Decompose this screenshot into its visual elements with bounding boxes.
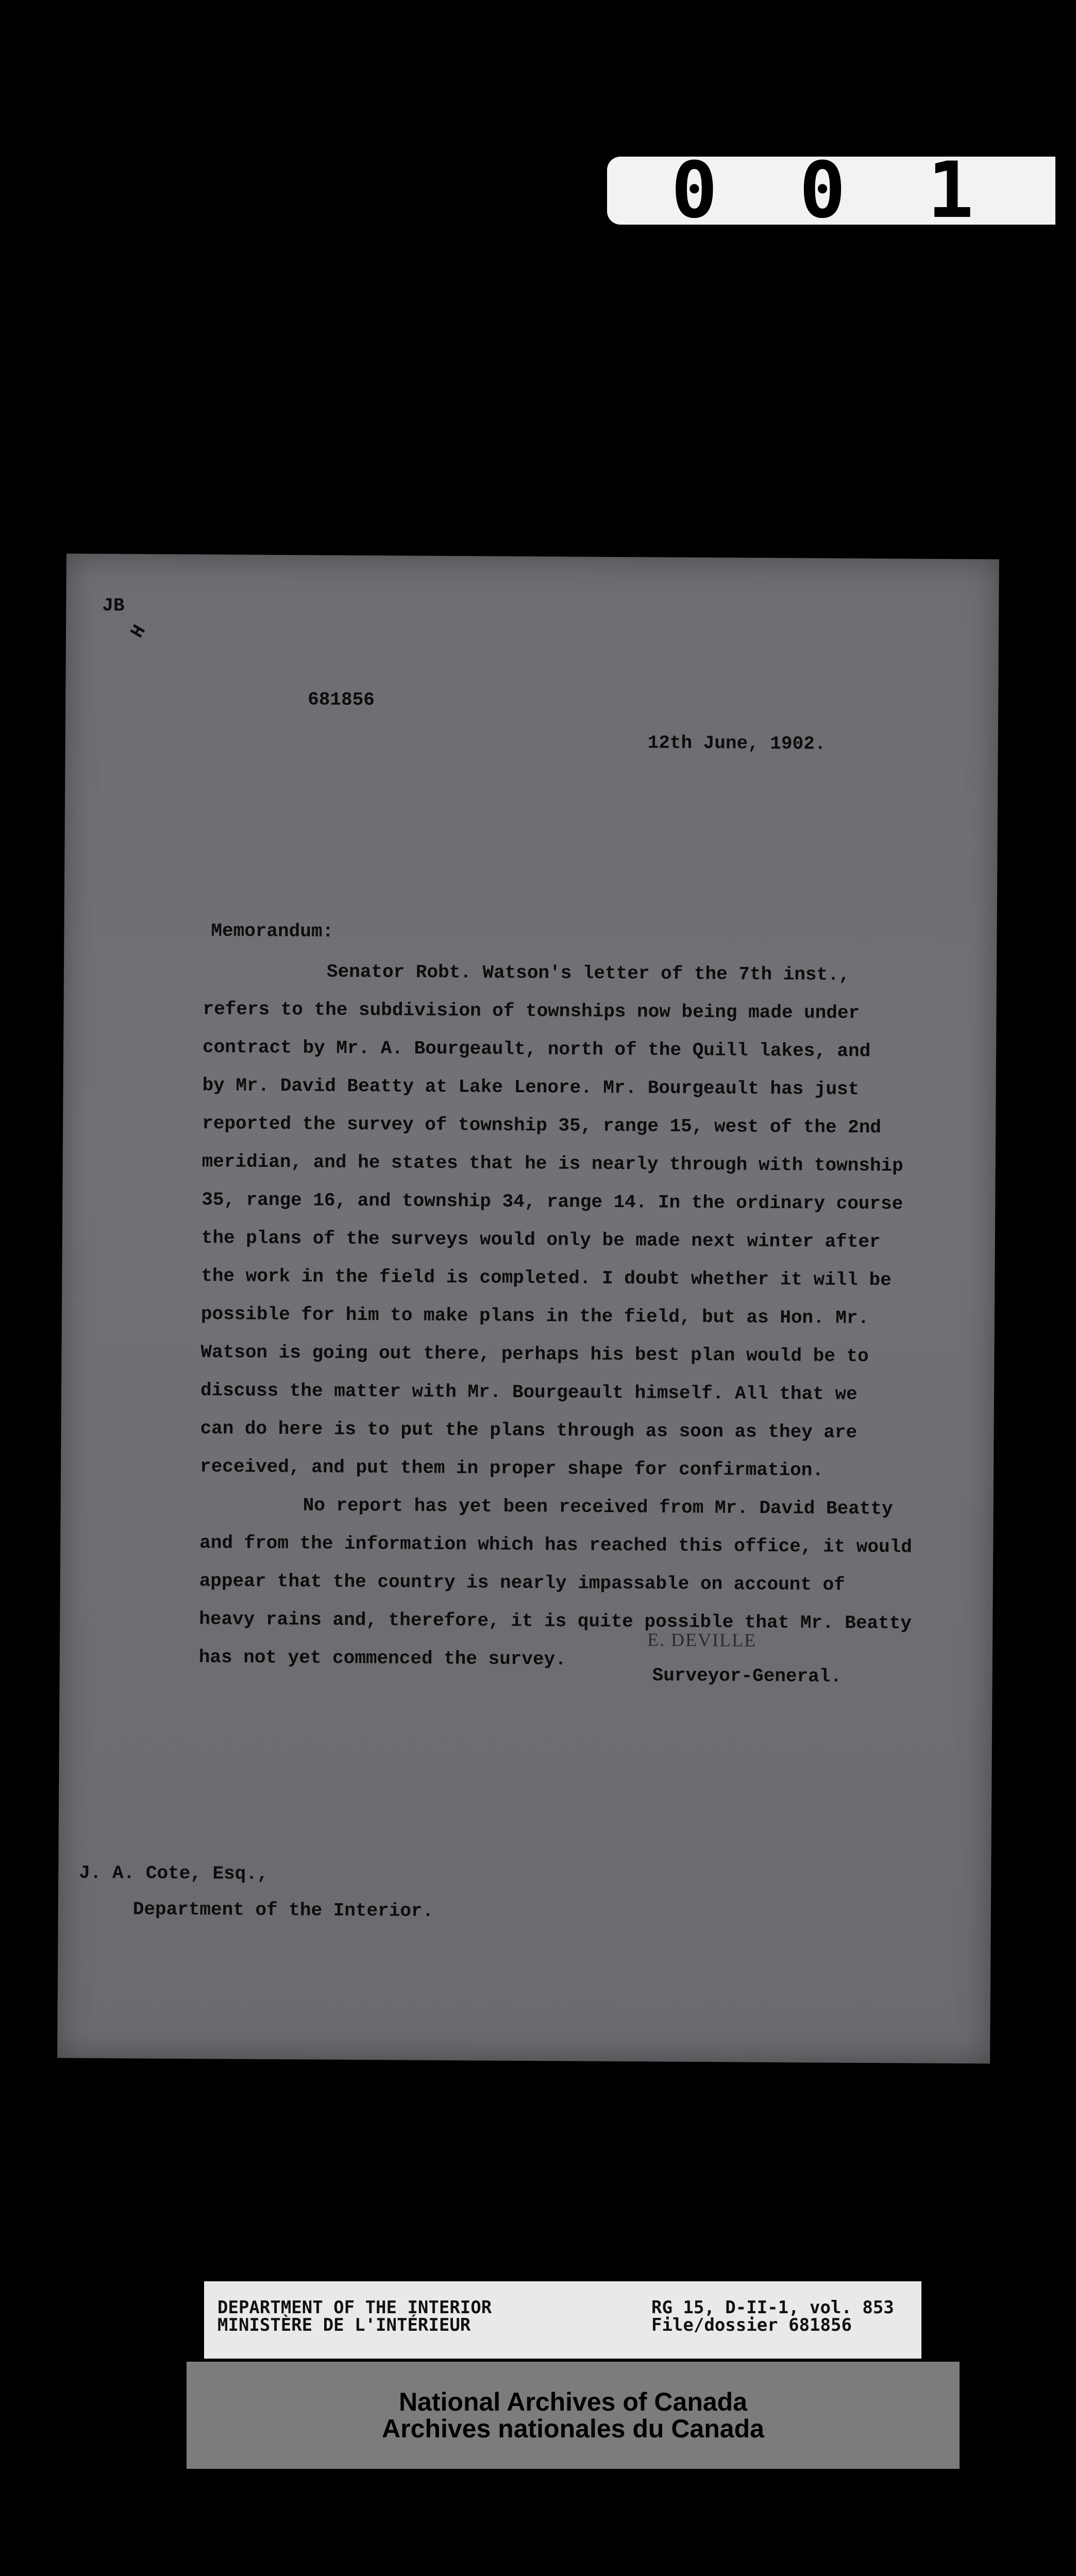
body-line: refers to the subdivision of townships now being made under	[203, 998, 860, 1024]
addressee-department: Department of the Interior.	[132, 1899, 434, 1922]
body-line: contract by Mr. A. Bourgeault, north of the Quill lakes, and	[202, 1037, 871, 1062]
file-number: 681856	[308, 689, 375, 711]
letter-body	[199, 952, 956, 1681]
department-names	[217, 2299, 492, 2334]
frame-number-stamp: 0 0 1 4 2 8	[607, 157, 1055, 225]
body-line: discuss the matter with Mr. Bourgeault himself. All that we	[200, 1380, 858, 1405]
archival-reference-label	[204, 2281, 921, 2359]
body-line: has not yet commenced the survey.	[198, 1647, 566, 1670]
body-line: can do here is to put the plans through as soon as they are	[200, 1418, 858, 1443]
department-en: DEPARTMENT OF THE INTERIOR	[217, 2297, 492, 2318]
archives-banner	[187, 2362, 960, 2469]
archives-name-en: National Archives of Canada	[398, 2387, 748, 2416]
body-line: the plans of the surveys would only be made next winter after	[201, 1227, 881, 1253]
archives-name-fr: Archives nationales du Canada	[382, 2414, 764, 2443]
body-line: Senator Robt. Watson's letter of the 7th inst.,	[326, 961, 850, 986]
letter-date: 12th June, 1902.	[647, 732, 826, 755]
file-dossier: File/dossier 681856	[651, 2315, 852, 2335]
body-line: received, and put them in proper shape for confirmation.	[199, 1456, 824, 1481]
body-line: heavy rains and, therefore, it is quite possible that Mr. Beatty	[199, 1608, 912, 1634]
body-line: Watson is going out there, perhaps his best plan would be to	[200, 1342, 869, 1367]
addressee-name: J. A. Cote, Esq.,	[79, 1862, 268, 1885]
body-line: the work in the field is completed. I doubt whether it will be	[201, 1265, 892, 1291]
body-line: possible for him to make plans in the field, but as Hon. Mr.	[200, 1303, 869, 1329]
signature-title: Surveyor-General.	[652, 1665, 842, 1687]
reference-numbers	[651, 2299, 894, 2334]
department-fr: MINISTÈRE DE L'INTÉRIEUR	[217, 2315, 471, 2335]
memo-salutation: Memorandum:	[211, 920, 334, 942]
scanned-letter-page	[57, 553, 999, 2063]
body-line: No report has yet been received from Mr. David Beatty	[302, 1495, 893, 1520]
body-line: and from the information which has reached this office, it would	[199, 1532, 912, 1558]
body-line: meridian, and he states that he is nearly through with township	[201, 1151, 903, 1177]
body-line: by Mr. David Beatty at Lake Lenore. Mr. Bourgeault has just	[202, 1075, 860, 1100]
body-line: reported the survey of township 35, range 15, west of the 2nd	[202, 1113, 882, 1139]
body-line: appear that the country is nearly impassable on account of	[199, 1570, 845, 1596]
signature: E. DEVILLE	[647, 1629, 757, 1651]
record-group: RG 15, D-II-1, vol. 853	[651, 2297, 894, 2318]
handwritten-marks: H	[126, 621, 150, 642]
typist-initials: JB	[102, 595, 125, 617]
body-line: 35, range 16, and township 34, range 14. In the ordinary course	[201, 1189, 903, 1215]
